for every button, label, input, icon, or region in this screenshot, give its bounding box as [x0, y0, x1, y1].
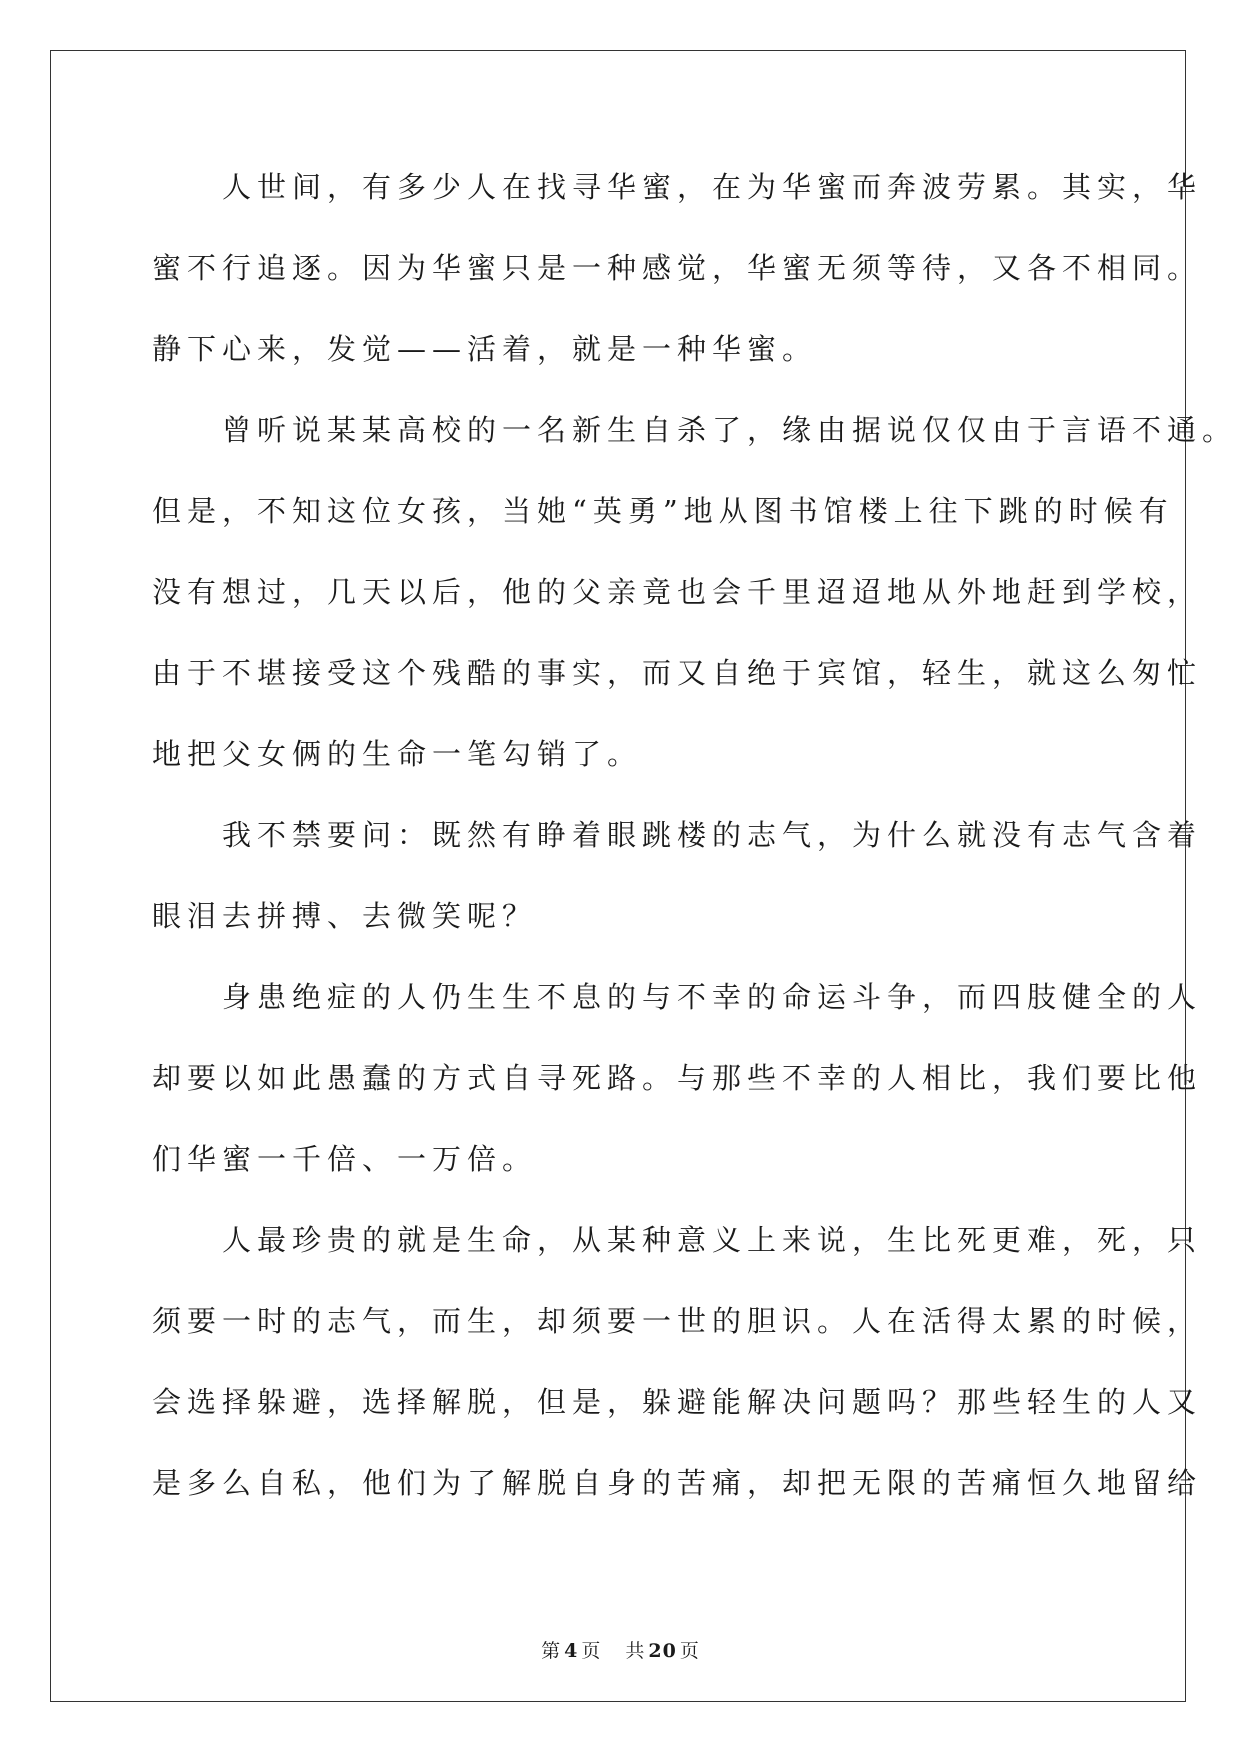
- footer-suffix-total: 页: [679, 1640, 700, 1662]
- text-line: 身患绝症的人仍生生不息的与不幸的命运斗争，而四肢健全的人: [152, 980, 1203, 1014]
- text-line: 由于不堪接受这个残酷的事实，而又自绝于宾馆，轻生，就这么匆忙: [152, 656, 1203, 690]
- footer-suffix-current: 页: [581, 1640, 602, 1662]
- text-line: 静下心来，发觉——活着，就是一种华蜜。: [152, 332, 818, 366]
- text-line: 会选择躲避，选择解脱，但是，躲避能解决问题吗？那些轻生的人又: [152, 1385, 1203, 1419]
- text-line: 蜜不行追逐。因为华蜜只是一种感觉，华蜜无须等待，又各不相同。: [152, 251, 1203, 285]
- total-pages-number: 20: [648, 1640, 677, 1662]
- text-line: 地把父女俩的生命一笔勾销了。: [152, 737, 643, 771]
- page-number-footer: [0, 1636, 1241, 1663]
- current-page-number: 4: [564, 1640, 579, 1662]
- text-line: 人世间，有多少人在找寻华蜜，在为华蜜而奔波劳累。其实，华: [152, 170, 1203, 204]
- text-line: 须要一时的志气，而生，却须要一世的胆识。人在活得太累的时候，: [152, 1304, 1203, 1338]
- text-line: 却要以如此愚蠢的方式自寻死路。与那些不幸的人相比，我们要比他: [152, 1061, 1203, 1095]
- text-line: 但是，不知这位女孩，当她“英勇”地从图书馆楼上往下跳的时候有: [152, 494, 1174, 528]
- text-line: 眼泪去拼搏、去微笑呢？: [152, 899, 538, 933]
- text-line: 们华蜜一千倍、一万倍。: [152, 1142, 538, 1176]
- text-line: 没有想过，几天以后，他的父亲竟也会千里迢迢地从外地赶到学校，: [152, 575, 1203, 609]
- document-body: [152, 158, 1238, 1535]
- text-line: 人最珍贵的就是生命，从某种意义上来说，生比死更难，死，只: [152, 1223, 1203, 1257]
- text-line: 是多么自私，他们为了解脱自身的苦痛，却把无限的苦痛恒久地留给: [152, 1466, 1203, 1500]
- footer-prefix-current: 第: [541, 1640, 562, 1662]
- text-line: 我不禁要问：既然有睁着眼跳楼的志气，为什么就没有志气含着: [152, 818, 1203, 852]
- text-line: 曾听说某某高校的一名新生自杀了，缘由据说仅仅由于言语不通。: [152, 413, 1238, 447]
- footer-prefix-total: 共: [625, 1640, 646, 1662]
